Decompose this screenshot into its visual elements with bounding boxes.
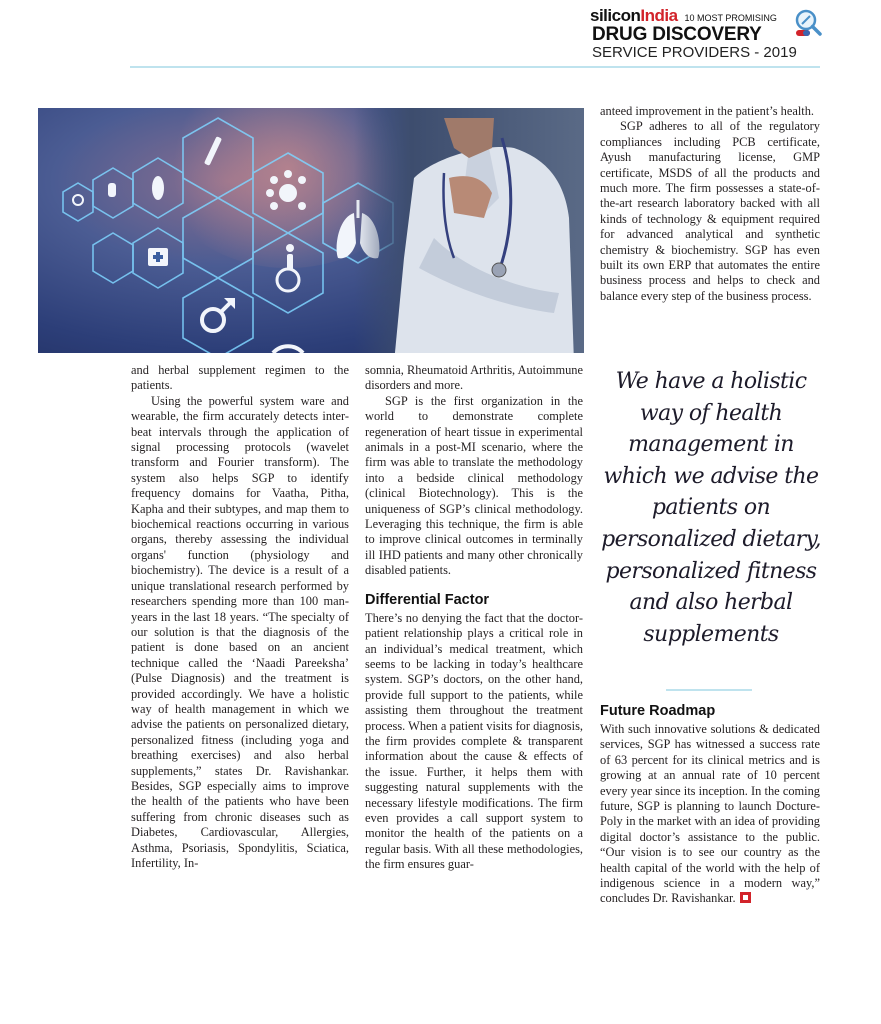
bee-icon xyxy=(152,176,164,200)
masthead-tagline: 10 MOST PROMISING xyxy=(684,13,777,23)
article-end-square-icon xyxy=(740,892,751,903)
paragraph: There’s no denying the fact that the doctor-patient relationship plays a critical role in an individual’s medical treatment, which seems to be lacking in today’s healthcare system. SGP’s doctors, on the other hand, provide full support to the patients, while assisting them throughout the treatment process. When a patient visits for diagnosis, the firm provides complete & transparent information about the cause & effects of the issue. Further, it helps them with suggesting natural supplements with the necessary lifestyle modifications. The firm even provides a call support system to monitor the health of the patients on a regular basis. With all these methodologies, the firm ensures guar- xyxy=(365,610,583,872)
paragraph: SGP is the first organization in the world to demonstrate complete regeneration of heart tissue in experimental animals in a post-MI scenario, where the firm was able to translate the methodology into a bedside clinical methodology (clinical Biotechnology). This is the uniqueness of SGP’s clinical methodology. Leveraging this technique, the firm is able to improve clinical outcomes in terminally ill IHD patients and many other chronically disabled patients. xyxy=(365,393,583,578)
wifi-icon xyxy=(273,346,303,353)
masthead-title: DRUG DISCOVERY xyxy=(592,24,762,45)
brand-part-silicon: silicon xyxy=(590,6,641,25)
article-column-1 xyxy=(131,363,349,871)
article-column-2 xyxy=(365,363,583,873)
doctor-coat-illustration xyxy=(374,118,584,353)
magnifier-pill-icon xyxy=(792,8,822,38)
microscope-icon xyxy=(204,136,222,166)
masthead-subtitle: SERVICE PROVIDERS - 2019 xyxy=(592,44,797,61)
article-column-4 xyxy=(600,722,820,907)
pull-quote-divider xyxy=(666,689,752,691)
section-heading-differential-factor: Differential Factor xyxy=(365,591,490,608)
masthead-brand-line xyxy=(590,6,777,26)
paragraph-with-end-mark xyxy=(600,722,820,907)
female-symbol-icon xyxy=(73,195,83,205)
tooth-icon xyxy=(108,183,116,197)
paragraph: Using the powerful system ware and wearable, the firm accurately detects inter-beat intervals through the application of signal processing protocols (wavelet transform and Fourier transform). The system also helps SGP to identify frequency domains for Vaatha, Pitha, Kapha and their subtypes, and map them to biochemical reactions occurring in various organs, thereby assessing the individual organs' function (physiology and biochemistry). The device is a result of a unique translational research performed by researchers spending more than 100 man-years in the last 18 years. “The specialty of our solution is that the diagnosis of the patient is done based on an ancient technique called the ‘Naadi Pareeksha’ (Pulse Diagnosis) and the treatment is provided accordingly. We have a holistic way of health management in which we advise the patients on personalized dietary, personalized fitness (including yoga and breathing exercises) and also herbal supplements,” states Dr. Ravishankar. Besides, SGP especially aims to improve the health of the patients who have been suffering from chronic diseases such as Diabetes, Cardiovascular, Allergies, Asthma, Psoriasis, Spondylitis, Sciatica, Infertility, In- xyxy=(131,393,349,870)
section-heading-future-roadmap: Future Roadmap xyxy=(600,703,716,719)
hero-image xyxy=(38,108,584,353)
wheelchair-icon xyxy=(277,244,299,291)
paragraph: somnia, Rheumatoid Arthritis, Autoimmune disorders and more. xyxy=(365,363,583,393)
brand-part-india: India xyxy=(640,6,678,25)
molecule-icon xyxy=(266,170,306,210)
male-symbol-icon xyxy=(202,298,235,331)
pull-quote: We have a holistic way of health management in which we advise the patients on personalized dietary, personalized fitness and also herbal supplements xyxy=(601,369,821,647)
article-column-3 xyxy=(600,104,820,304)
first-aid-kit-icon xyxy=(148,248,168,266)
paragraph: SGP adheres to all of the regulatory compliances including PCB certificate, Ayush manufacturing license, GMP certificate, MSDS of all the products and much more. The firm possesses a state-of-the-art research laboratory backed with all kinds of technology & equipment required for advanced analytical and synthetic chemistry & biochemistry. SGP has even built its own ERP that automates the entire business process and helps to check and balance every step of the business process. xyxy=(600,119,820,303)
masthead xyxy=(570,6,820,64)
hex-icon-grid xyxy=(38,108,398,353)
brand-logo xyxy=(590,6,678,25)
doctor-figure xyxy=(354,108,584,353)
paragraph: With such innovative solutions & dedicated services, SGP has witnessed a success rate of 63 percent for its clinical metrics and is growing at an annual rate of 10 percent every year since its inception. In the coming future, SGP is planning to launch Docture-Poly in the market with an idea of providing digital doctor’s assistance to the public. “Our vision is to see our country as the health capital of the world with the help of indigenous science in a modern way,” concludes Dr. Ravishankar. xyxy=(600,722,820,906)
paragraph: and herbal supplement regimen to the patients. xyxy=(131,363,349,393)
paragraph: anteed improvement in the patient’s health. xyxy=(600,104,815,118)
masthead-divider xyxy=(130,66,820,68)
